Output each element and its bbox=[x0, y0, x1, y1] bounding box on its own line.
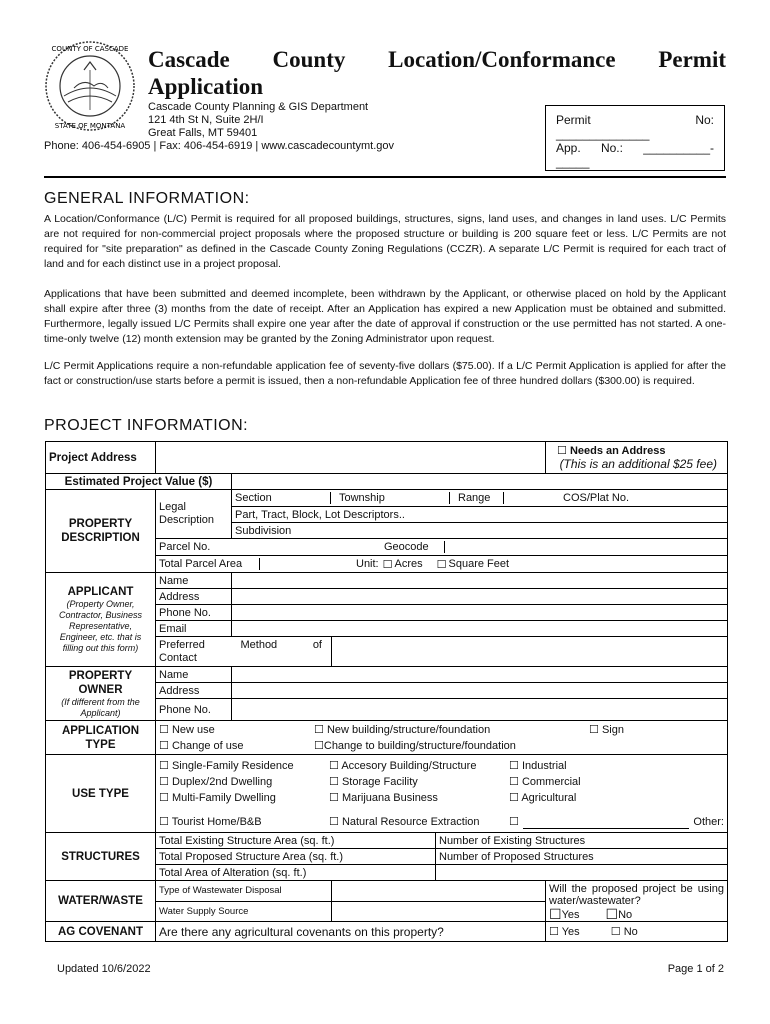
owner-name-field[interactable] bbox=[232, 667, 728, 683]
industrial-label: Industrial bbox=[521, 759, 567, 772]
pref-word-2: Method bbox=[240, 638, 278, 651]
permit-no-label: No: bbox=[695, 113, 714, 127]
general-paragraph-3: L/C Permit Applications require a non-refundable application fee of seventy-five dollars ($75.00). If a L/C Permit Application is applied for after the fact or construction/use starts before a permit is issued, then a non-refundable Application fee of three hundred dollars ($300.00) is required. bbox=[44, 360, 726, 387]
owner-name-label: Name bbox=[156, 667, 232, 683]
app-no-field[interactable]: __________- bbox=[643, 141, 714, 155]
water-yes-label: Yes bbox=[561, 909, 580, 921]
natural-resource-label: Natural Resource Extraction bbox=[341, 815, 480, 828]
total-parcel-area-label: Total Parcel Area bbox=[156, 558, 260, 570]
preferred-contact-field[interactable] bbox=[332, 637, 728, 667]
applicant-email-label: Email bbox=[156, 621, 232, 637]
use-type-label: USE TYPE bbox=[46, 755, 156, 833]
water-no-label: No bbox=[618, 909, 633, 921]
page-title bbox=[148, 46, 726, 100]
storage-checkbox[interactable]: ☐ bbox=[329, 774, 339, 788]
ag-question: Are there any agricultural covenants on this property? bbox=[156, 922, 546, 942]
multi-family-label: Multi-Family Dwelling bbox=[171, 791, 276, 804]
applicant-name-field[interactable] bbox=[232, 573, 728, 589]
ag-covenant-label: AG COVENANT bbox=[46, 922, 156, 942]
storage-label: Storage Facility bbox=[341, 775, 418, 788]
ag-yes-checkbox[interactable]: ☐ bbox=[549, 925, 559, 938]
new-building-checkbox[interactable]: ☐ bbox=[314, 722, 324, 736]
pref-word-3: of bbox=[312, 638, 322, 651]
title-word-3: Location/Conformance bbox=[388, 47, 616, 72]
department-address bbox=[148, 101, 368, 140]
wastewater-type-label: Type of Wastewater Disposal bbox=[156, 881, 332, 902]
applicant-name-label: Name bbox=[156, 573, 232, 589]
estimated-value-label: Estimated Project Value ($) bbox=[46, 474, 232, 490]
needs-address-label: Needs an Address bbox=[569, 445, 666, 457]
num-proposed-label: Number of Proposed Structures bbox=[436, 849, 728, 865]
multi-family-checkbox[interactable]: ☐ bbox=[159, 790, 169, 804]
applicant-heading: APPLICANT bbox=[67, 586, 134, 598]
other-field[interactable] bbox=[523, 814, 690, 829]
owner-address-field[interactable] bbox=[232, 683, 728, 699]
project-address-label: Project Address bbox=[46, 442, 156, 474]
parcel-no-label: Parcel No. bbox=[159, 541, 211, 553]
wastewater-type-field[interactable] bbox=[332, 881, 546, 902]
acres-label: Acres bbox=[394, 558, 423, 570]
department-name: Cascade County Planning & GIS Department bbox=[148, 101, 369, 113]
commercial-checkbox[interactable]: ☐ bbox=[509, 774, 519, 788]
other-checkbox[interactable]: ☐ bbox=[509, 814, 519, 828]
application-type-label: APPLICATION TYPE bbox=[46, 721, 156, 755]
natural-resource-checkbox[interactable]: ☐ bbox=[329, 814, 339, 828]
seal-text-bottom: STATE OF MONTANA bbox=[54, 122, 126, 130]
owner-heading: PROPERTY OWNER bbox=[68, 669, 133, 696]
owner-address-label: Address bbox=[156, 683, 232, 699]
project-address-field[interactable] bbox=[156, 442, 546, 474]
tourist-checkbox[interactable]: ☐ bbox=[159, 814, 169, 828]
water-no-checkbox[interactable]: ☐ bbox=[605, 907, 619, 923]
range-label: Range bbox=[450, 492, 504, 504]
permit-number-box bbox=[545, 105, 725, 171]
sign-label: Sign bbox=[601, 723, 624, 736]
header-divider bbox=[44, 176, 726, 178]
contact-info: Phone: 406-454-6905 | Fax: 406-454-6919 | www.cascadecountymt.gov bbox=[44, 140, 394, 152]
city-address: Great Falls, MT 59401 bbox=[148, 127, 258, 139]
geocode-label: Geocode bbox=[384, 541, 445, 553]
pref-word-4: Contact bbox=[159, 651, 197, 664]
ag-no-checkbox[interactable]: ☐ bbox=[610, 925, 621, 938]
part-tract-label[interactable]: Part, Tract, Block, Lot Descriptors.. bbox=[232, 507, 728, 523]
agricultural-label: Agricultural bbox=[521, 791, 577, 804]
estimated-value-field[interactable] bbox=[232, 474, 728, 490]
alteration-area-field[interactable] bbox=[436, 865, 728, 881]
project-info-form bbox=[45, 441, 728, 942]
new-use-checkbox[interactable]: ☐ bbox=[159, 722, 169, 736]
property-description-label: PROPERTY DESCRIPTION bbox=[46, 490, 156, 573]
single-family-checkbox[interactable]: ☐ bbox=[159, 758, 169, 772]
property-owner-label bbox=[46, 667, 156, 721]
owner-note: (If different from the Applicant) bbox=[61, 696, 140, 718]
permit-label: Permit bbox=[556, 113, 591, 127]
applicant-phone-label: Phone No. bbox=[156, 605, 232, 621]
app-no-label: No.: bbox=[600, 141, 623, 155]
water-waste-label: WATER/WASTE bbox=[46, 881, 156, 922]
pref-word-1: Preferred bbox=[159, 638, 205, 651]
duplex-checkbox[interactable]: ☐ bbox=[159, 774, 169, 788]
applicant-note: (Property Owner, Contractor, Business Representative, Engineer, etc. that is filling out this form) bbox=[58, 599, 143, 653]
water-question: Will the proposed project be using water/wastewater? bbox=[549, 883, 724, 907]
marijuana-label: Marijuana Business bbox=[341, 791, 438, 804]
needs-address-checkbox[interactable]: ☐ bbox=[557, 444, 567, 457]
subdivision-label[interactable]: Subdivision bbox=[232, 523, 728, 539]
street-address: 121 4th St N, Suite 2H/I bbox=[148, 114, 264, 126]
applicant-email-field[interactable] bbox=[232, 621, 728, 637]
change-use-label: Change of use bbox=[171, 739, 244, 752]
owner-phone-field[interactable] bbox=[232, 699, 728, 721]
change-building-checkbox[interactable]: ☐ bbox=[314, 738, 324, 752]
ag-yes-label: Yes bbox=[561, 926, 580, 938]
applicant-address-label: Address bbox=[156, 589, 232, 605]
existing-area-label: Total Existing Structure Area (sq. ft.) bbox=[156, 833, 436, 849]
change-building-label: Change to building/structure/foundation bbox=[323, 739, 516, 752]
seal-text-top: COUNTY OF CASCADE bbox=[51, 45, 129, 53]
accessory-label: Accesory Building/Structure bbox=[341, 759, 477, 772]
app-no-field-cont[interactable]: _____ bbox=[556, 155, 590, 169]
county-seal-logo bbox=[44, 40, 136, 132]
applicant-label bbox=[46, 573, 156, 667]
water-yes-checkbox[interactable]: ☐ bbox=[549, 907, 562, 923]
new-building-label: New building/structure/foundation bbox=[326, 723, 491, 736]
sign-checkbox[interactable]: ☐ bbox=[589, 722, 599, 736]
township-label: Township bbox=[331, 492, 450, 504]
owner-phone-label: Phone No. bbox=[156, 699, 232, 721]
permit-no-field[interactable]: ______________ bbox=[556, 127, 650, 141]
alteration-area-label: Total Area of Alteration (sq. ft.) bbox=[156, 865, 436, 881]
structures-label: STRUCTURES bbox=[46, 833, 156, 881]
general-paragraph-1: A Location/Conformance (L/C) Permit is required for all proposed buildings, structures, signs, land uses, and changes in land uses. L/C Permits are not required for non-commercial project proposals where the proposed structure or building is 200 square feet or less. L/C Permits are not required for "site preparation" as defined in the Cascade County Zoning Regulations (CCZR). A separate L/C Permit is required for each tract of land and for each distinct use in a project proposal. bbox=[44, 213, 726, 270]
needs-address-cell bbox=[546, 442, 728, 474]
title-word-4: Permit bbox=[658, 47, 726, 72]
agricultural-checkbox[interactable]: ☐ bbox=[509, 790, 519, 804]
title-word-1: Cascade bbox=[148, 47, 230, 72]
num-existing-label: Number of Existing Structures bbox=[436, 833, 728, 849]
cos-plat-label: COS/Plat No. bbox=[563, 492, 630, 504]
page-number: Page 1 of 2 bbox=[667, 963, 724, 975]
tourist-label: Tourist Home/B&B bbox=[171, 815, 262, 828]
title-word-2: County bbox=[272, 47, 346, 72]
app-label: App. bbox=[556, 141, 581, 155]
title-line-2: Application bbox=[148, 74, 264, 99]
ag-no-label: No bbox=[623, 926, 638, 938]
needs-address-note: (This is an additional $25 fee) bbox=[559, 457, 717, 471]
marijuana-checkbox[interactable]: ☐ bbox=[329, 790, 339, 804]
square-feet-checkbox[interactable]: ☐ bbox=[436, 557, 447, 571]
acres-checkbox[interactable]: ☐ bbox=[382, 557, 393, 571]
duplex-label: Duplex/2nd Dwelling bbox=[171, 775, 273, 788]
general-info-heading: GENERAL INFORMATION: bbox=[44, 190, 250, 207]
preferred-contact-label bbox=[156, 637, 332, 667]
other-label: Other: bbox=[693, 815, 724, 828]
unit-label: Unit: bbox=[356, 558, 379, 570]
single-family-label: Single-Family Residence bbox=[171, 759, 294, 772]
accessory-checkbox[interactable]: ☐ bbox=[329, 758, 339, 772]
applicant-phone-field[interactable] bbox=[232, 605, 728, 621]
industrial-checkbox[interactable]: ☐ bbox=[509, 758, 519, 772]
legal-description-label: Legal Description bbox=[156, 490, 232, 539]
new-use-label: New use bbox=[171, 723, 215, 736]
square-feet-label: Square Feet bbox=[448, 558, 510, 570]
section-label: Section bbox=[232, 492, 331, 504]
proposed-area-label: Total Proposed Structure Area (sq. ft.) bbox=[156, 849, 436, 865]
project-info-heading: PROJECT INFORMATION: bbox=[44, 417, 249, 434]
water-source-field[interactable] bbox=[332, 901, 546, 922]
water-source-label: Water Supply Source bbox=[156, 901, 332, 922]
change-use-checkbox[interactable]: ☐ bbox=[159, 738, 169, 752]
commercial-label: Commercial bbox=[521, 775, 581, 788]
applicant-address-field[interactable] bbox=[232, 589, 728, 605]
updated-date: Updated 10/6/2022 bbox=[57, 963, 151, 975]
general-paragraph-2: Applications that have been submitted and deemed incomplete, been withdrawn by the Applicant, or otherwise placed on hold by the Applicant shall expire after three (3) months from the date of receipt. After an Application has expired a new Application must be obtained and submitted. Furthermore, legally issued L/C Permits shall expire one year after the date of approval if construction or the use permitted has not started. A one-time-only twelve (12) month extension may be granted by the Zoning Administrator upon request. bbox=[44, 288, 726, 345]
